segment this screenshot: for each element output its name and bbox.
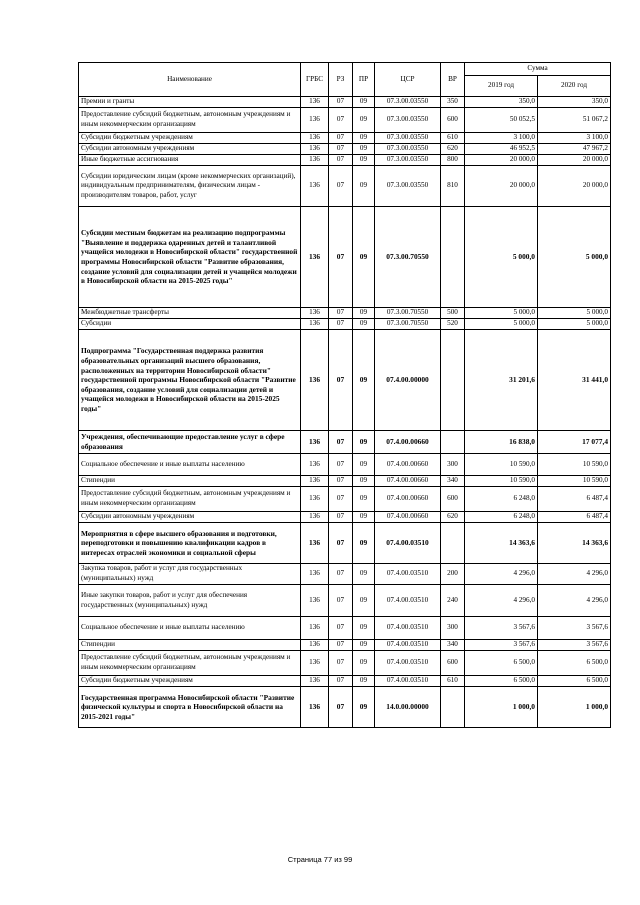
cell-y2020: 5 000,0 [538, 207, 611, 308]
cell-name: Стипендии [79, 476, 301, 487]
cell-csr: 07.4.00.00660 [375, 476, 441, 487]
cell-name: Мероприятия в сфере высшего образования и подготовки, переподготовки и повышению квалификации кадров в интересах отраслей экономики и социальной сферы [79, 523, 301, 564]
cell-vr: 340 [441, 640, 465, 651]
table-row [79, 676, 611, 687]
cell-y2020: 20 000,0 [538, 166, 611, 207]
cell-rz: 07 [329, 564, 353, 585]
table-row [79, 319, 611, 330]
cell-vr: 600 [441, 108, 465, 133]
cell-rz: 07 [329, 512, 353, 523]
cell-name: Стипендии [79, 640, 301, 651]
header-pr: ПР [353, 63, 375, 97]
cell-grbs: 136 [301, 454, 329, 476]
cell-y2020: 10 590,0 [538, 454, 611, 476]
table-row [79, 133, 611, 144]
cell-name: Социальное обеспечение и иные выплаты населению [79, 617, 301, 640]
table-row [79, 166, 611, 207]
table-row [79, 687, 611, 728]
cell-csr: 07.4.00.03510 [375, 585, 441, 617]
cell-csr: 07.4.00.03510 [375, 676, 441, 687]
budget-table [78, 62, 611, 728]
cell-name: Учреждения, обеспечивающие предоставление услуг в сфере образования [79, 431, 301, 454]
cell-csr: 07.4.00.03510 [375, 640, 441, 651]
cell-vr [441, 687, 465, 728]
cell-vr: 240 [441, 585, 465, 617]
cell-vr [441, 207, 465, 308]
cell-vr [441, 330, 465, 431]
cell-name: Социальное обеспечение и иные выплаты населению [79, 454, 301, 476]
cell-pr: 09 [353, 431, 375, 454]
cell-vr: 340 [441, 476, 465, 487]
cell-y2019: 6 500,0 [465, 676, 538, 687]
cell-pr: 09 [353, 319, 375, 330]
cell-y2019: 50 052,5 [465, 108, 538, 133]
cell-y2019: 5 000,0 [465, 319, 538, 330]
cell-pr: 09 [353, 144, 375, 155]
cell-grbs: 136 [301, 155, 329, 166]
cell-y2019: 16 838,0 [465, 431, 538, 454]
cell-csr: 07.4.00.00660 [375, 487, 441, 512]
cell-y2020: 6 500,0 [538, 676, 611, 687]
cell-grbs: 136 [301, 108, 329, 133]
cell-grbs: 136 [301, 133, 329, 144]
cell-vr [441, 523, 465, 564]
cell-y2019: 14 363,6 [465, 523, 538, 564]
cell-y2020: 47 967,2 [538, 144, 611, 155]
cell-grbs: 136 [301, 330, 329, 431]
header-csr: ЦСР [375, 63, 441, 97]
table-row [79, 97, 611, 108]
cell-rz: 07 [329, 687, 353, 728]
cell-y2020: 10 590,0 [538, 476, 611, 487]
cell-pr: 09 [353, 687, 375, 728]
cell-rz: 07 [329, 585, 353, 617]
table-row [79, 651, 611, 676]
cell-grbs: 136 [301, 97, 329, 108]
cell-name: Субсидии юридическим лицам (кроме некоммерческих организаций), индивидуальным предпринимателям, физическим лицам - производителям товаров, работ, услуг [79, 166, 301, 207]
table-row [79, 144, 611, 155]
cell-grbs: 136 [301, 487, 329, 512]
table-row [79, 487, 611, 512]
cell-name: Подпрограмма "Государственная поддержка развития образовательных организаций высшего образования, расположенных на территории Новосибирской области" государственной программы Новосибирской области "Развитие образования, создание условий для социализации детей и учащейся молодежи в Новосибирской области на 2015-2025 годы" [79, 330, 301, 431]
cell-vr: 500 [441, 308, 465, 319]
cell-pr: 09 [353, 487, 375, 512]
cell-pr: 09 [353, 651, 375, 676]
cell-vr: 200 [441, 564, 465, 585]
cell-y2019: 1 000,0 [465, 687, 538, 728]
cell-y2019: 6 248,0 [465, 512, 538, 523]
cell-vr: 300 [441, 617, 465, 640]
cell-rz: 07 [329, 207, 353, 308]
cell-y2019: 20 000,0 [465, 155, 538, 166]
table-row [79, 454, 611, 476]
cell-csr: 07.3.00.70550 [375, 308, 441, 319]
table-row [79, 108, 611, 133]
cell-name: Предоставление субсидий бюджетным, автономным учреждениям и иным некоммерческим организациям [79, 487, 301, 512]
cell-csr: 14.0.00.00000 [375, 687, 441, 728]
cell-vr: 610 [441, 676, 465, 687]
table-row [79, 640, 611, 651]
cell-y2020: 20 000,0 [538, 155, 611, 166]
cell-grbs: 136 [301, 308, 329, 319]
cell-name: Предоставление субсидий бюджетным, автономным учреждениям и иным некоммерческим организациям [79, 108, 301, 133]
cell-name: Межбюджетные трансферты [79, 308, 301, 319]
cell-grbs: 136 [301, 687, 329, 728]
cell-y2020: 5 000,0 [538, 308, 611, 319]
cell-vr: 800 [441, 155, 465, 166]
cell-grbs: 136 [301, 476, 329, 487]
cell-vr [441, 431, 465, 454]
cell-grbs: 136 [301, 523, 329, 564]
cell-csr: 07.3.00.03550 [375, 155, 441, 166]
cell-csr: 07.3.00.03550 [375, 108, 441, 133]
cell-vr: 620 [441, 144, 465, 155]
cell-rz: 07 [329, 97, 353, 108]
cell-pr: 09 [353, 512, 375, 523]
cell-vr: 350 [441, 97, 465, 108]
cell-y2019: 3 567,6 [465, 617, 538, 640]
table-row [79, 207, 611, 308]
table-row [79, 512, 611, 523]
cell-y2020: 6 487,4 [538, 512, 611, 523]
cell-csr: 07.4.00.00660 [375, 512, 441, 523]
table-row [79, 431, 611, 454]
cell-pr: 09 [353, 476, 375, 487]
cell-rz: 07 [329, 108, 353, 133]
header-rz: РЗ [329, 63, 353, 97]
cell-y2019: 6 248,0 [465, 487, 538, 512]
cell-rz: 07 [329, 166, 353, 207]
cell-csr: 07.3.00.03550 [375, 166, 441, 207]
table-row [79, 308, 611, 319]
cell-grbs: 136 [301, 207, 329, 308]
cell-y2020: 3 567,6 [538, 617, 611, 640]
cell-name: Субсидии автономным учреждениям [79, 144, 301, 155]
cell-rz: 07 [329, 308, 353, 319]
cell-grbs: 136 [301, 585, 329, 617]
cell-csr: 07.4.00.00000 [375, 330, 441, 431]
cell-csr: 07.3.00.03550 [375, 133, 441, 144]
cell-name: Закупка товаров, работ и услуг для государственных (муниципальных) нужд [79, 564, 301, 585]
cell-y2019: 6 500,0 [465, 651, 538, 676]
cell-csr: 07.4.00.00660 [375, 454, 441, 476]
table-row [79, 330, 611, 431]
cell-pr: 09 [353, 523, 375, 564]
cell-vr: 610 [441, 133, 465, 144]
cell-y2019: 3 567,6 [465, 640, 538, 651]
header-grbs: ГРБС [301, 63, 329, 97]
cell-vr: 810 [441, 166, 465, 207]
cell-y2019: 5 000,0 [465, 207, 538, 308]
cell-grbs: 136 [301, 676, 329, 687]
cell-pr: 09 [353, 133, 375, 144]
cell-vr: 600 [441, 487, 465, 512]
cell-y2020: 3 100,0 [538, 133, 611, 144]
header-name: Наименование [79, 63, 301, 97]
cell-y2020: 14 363,6 [538, 523, 611, 564]
cell-name: Иные закупки товаров, работ и услуг для обеспечения государственных (муниципальных) нужд [79, 585, 301, 617]
cell-csr: 07.3.00.03550 [375, 97, 441, 108]
cell-grbs: 136 [301, 617, 329, 640]
cell-rz: 07 [329, 133, 353, 144]
cell-y2019: 46 952,5 [465, 144, 538, 155]
cell-pr: 09 [353, 564, 375, 585]
cell-y2019: 4 296,0 [465, 585, 538, 617]
cell-y2020: 6 500,0 [538, 651, 611, 676]
cell-vr: 300 [441, 454, 465, 476]
cell-grbs: 136 [301, 512, 329, 523]
cell-y2019: 350,0 [465, 97, 538, 108]
cell-csr: 07.3.00.70550 [375, 319, 441, 330]
cell-y2019: 5 000,0 [465, 308, 538, 319]
cell-csr: 07.4.00.03510 [375, 523, 441, 564]
cell-name: Субсидии бюджетным учреждениям [79, 676, 301, 687]
cell-pr: 09 [353, 97, 375, 108]
cell-name: Субсидии местным бюджетам на реализацию подпрограммы "Выявление и поддержка одаренных детей и талантливой учащейся молодежи в Новосибирской области" государственной программы Новосибирской области "Развитие образования, создание условий для социализации детей и учащейся молодежи в Новосибирской области на 2015-2025 годы" [79, 207, 301, 308]
table-row [79, 585, 611, 617]
cell-y2020: 4 296,0 [538, 564, 611, 585]
cell-rz: 07 [329, 640, 353, 651]
cell-vr: 600 [441, 651, 465, 676]
cell-pr: 09 [353, 676, 375, 687]
cell-pr: 09 [353, 454, 375, 476]
cell-y2020: 1 000,0 [538, 687, 611, 728]
table-row [79, 476, 611, 487]
cell-name: Предоставление субсидий бюджетным, автономным учреждениям и иным некоммерческим организациям [79, 651, 301, 676]
cell-rz: 07 [329, 651, 353, 676]
cell-y2020: 6 487,4 [538, 487, 611, 512]
cell-name: Субсидии бюджетным учреждениям [79, 133, 301, 144]
cell-rz: 07 [329, 523, 353, 564]
cell-rz: 07 [329, 454, 353, 476]
cell-csr: 07.3.00.70550 [375, 207, 441, 308]
table-row [79, 155, 611, 166]
cell-csr: 07.4.00.03510 [375, 617, 441, 640]
cell-vr: 520 [441, 319, 465, 330]
header-vr: ВР [441, 63, 465, 97]
cell-pr: 09 [353, 308, 375, 319]
cell-y2019: 10 590,0 [465, 476, 538, 487]
cell-rz: 07 [329, 144, 353, 155]
cell-csr: 07.3.00.03550 [375, 144, 441, 155]
cell-rz: 07 [329, 487, 353, 512]
header-2019: 2019 год [465, 76, 538, 97]
table-header [79, 63, 611, 97]
header-sum: Сумма [465, 63, 611, 76]
cell-y2020: 31 441,0 [538, 330, 611, 431]
cell-y2019: 3 100,0 [465, 133, 538, 144]
cell-y2019: 20 000,0 [465, 166, 538, 207]
cell-csr: 07.4.00.00660 [375, 431, 441, 454]
cell-grbs: 136 [301, 564, 329, 585]
cell-name: Субсидии [79, 319, 301, 330]
table-row [79, 523, 611, 564]
cell-vr: 620 [441, 512, 465, 523]
page-number: Страница 77 из 99 [287, 855, 353, 864]
table-body [79, 97, 611, 728]
cell-name: Субсидии автономным учреждениям [79, 512, 301, 523]
cell-rz: 07 [329, 431, 353, 454]
cell-grbs: 136 [301, 640, 329, 651]
cell-y2020: 350,0 [538, 97, 611, 108]
cell-grbs: 136 [301, 166, 329, 207]
cell-pr: 09 [353, 155, 375, 166]
cell-rz: 07 [329, 319, 353, 330]
cell-name: Премии и гранты [79, 97, 301, 108]
cell-pr: 09 [353, 330, 375, 431]
cell-grbs: 136 [301, 431, 329, 454]
cell-pr: 09 [353, 108, 375, 133]
cell-y2019: 31 201,6 [465, 330, 538, 431]
cell-grbs: 136 [301, 319, 329, 330]
cell-pr: 09 [353, 585, 375, 617]
cell-pr: 09 [353, 640, 375, 651]
cell-csr: 07.4.00.03510 [375, 651, 441, 676]
cell-y2020: 17 077,4 [538, 431, 611, 454]
cell-rz: 07 [329, 155, 353, 166]
cell-y2019: 10 590,0 [465, 454, 538, 476]
cell-y2020: 4 296,0 [538, 585, 611, 617]
cell-pr: 09 [353, 617, 375, 640]
cell-name: Государственная программа Новосибирской области "Развитие физической культуры и спорта в Новосибирской области на 2015-2021 годы" [79, 687, 301, 728]
cell-grbs: 136 [301, 144, 329, 155]
cell-rz: 07 [329, 330, 353, 431]
cell-y2020: 51 067,2 [538, 108, 611, 133]
cell-y2020: 3 567,6 [538, 640, 611, 651]
cell-rz: 07 [329, 476, 353, 487]
cell-rz: 07 [329, 617, 353, 640]
cell-pr: 09 [353, 166, 375, 207]
cell-grbs: 136 [301, 651, 329, 676]
cell-name: Иные бюджетные ассигнования [79, 155, 301, 166]
cell-pr: 09 [353, 207, 375, 308]
table-row [79, 564, 611, 585]
header-2020: 2020 год [538, 76, 611, 97]
cell-csr: 07.4.00.03510 [375, 564, 441, 585]
table-row [79, 617, 611, 640]
cell-y2019: 4 296,0 [465, 564, 538, 585]
cell-y2020: 5 000,0 [538, 319, 611, 330]
cell-rz: 07 [329, 676, 353, 687]
